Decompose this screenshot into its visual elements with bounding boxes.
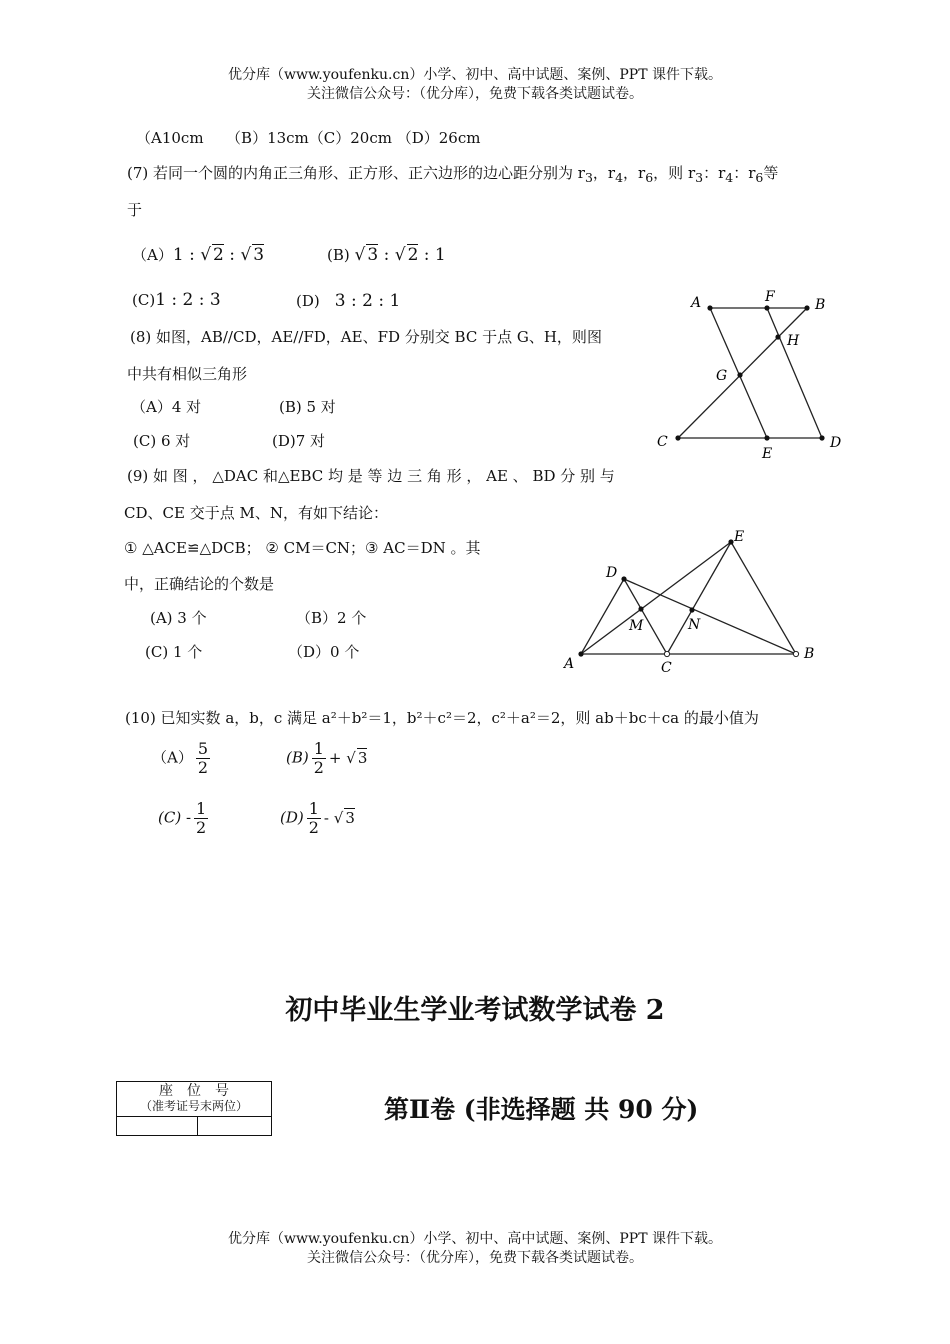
label-e: E	[734, 529, 745, 545]
minus-sign: -	[323, 808, 329, 827]
point-f	[764, 305, 769, 310]
label-c: C	[657, 434, 668, 450]
q10-text: (10) 已知实数 a，b，c 满足 a²＋b²＝1，b²＋c²＝2，c²＋a²＝2，则 ab＋bc＋ca 的最小值为	[125, 709, 759, 727]
label-a: A	[564, 656, 575, 672]
q8-line-2: 中共有相似三角形	[127, 365, 248, 383]
q10-option-d: (D) $\frac{1}{2}$ - √ 3	[280, 799, 355, 837]
label-d: D	[830, 435, 842, 451]
frac-num: 1	[196, 799, 207, 818]
seat-label-cell	[117, 1082, 272, 1117]
q9-option-c: (C) 1 个	[145, 643, 203, 661]
seat-digit-1[interactable]	[117, 1117, 198, 1136]
point-a	[578, 651, 583, 656]
label-c: C	[661, 660, 672, 676]
frac-den: 2	[313, 758, 324, 777]
point-n	[689, 607, 694, 612]
point-a	[707, 305, 712, 310]
q9-option-d: （D）0 个	[288, 643, 360, 661]
label-m: M	[629, 618, 644, 634]
q7-text-b: 等	[763, 164, 779, 182]
label-h: H	[787, 333, 800, 349]
footer-line-2: 关注微信公众号：（优分库），免费下载各类试题试卷。	[307, 1250, 643, 1266]
q10-a-label: （A）	[152, 748, 193, 767]
point-e	[764, 435, 769, 440]
q10-option-c	[158, 800, 211, 837]
q9-option-a: (A) 3 个	[150, 609, 207, 627]
section-subtitle: 第Ⅱ卷 (非选择题 共 90 分)	[384, 1095, 699, 1124]
q9-line-1: (9) 如 图 ， △DAC 和△EBC 均 是 等 边 三 角 形 ， AE 、 BD 分 别 与	[127, 467, 615, 485]
footer-line-1: 优分库（www.youfenku.cn）小学、初中、高中试题、案例、PPT 课件下载。	[227, 1231, 722, 1247]
point-b	[793, 651, 798, 656]
label-e: E	[762, 446, 773, 462]
sqrt-3: 3	[357, 748, 368, 767]
q7-text-a: (7) 若同一个圆的内角正三角形、正方形、正六边形的边心距分别为 r	[127, 164, 585, 182]
q9-line-2: CD、CE 交于点 M、N，有如下结论：	[124, 504, 388, 522]
label-d: D	[606, 565, 618, 581]
label-b: B	[804, 646, 815, 662]
q8-option-a: （A）4 对	[131, 398, 202, 416]
seat-note: （准考证号末两位）	[139, 1099, 248, 1113]
point-d	[819, 435, 824, 440]
q7-d-label: (D)	[296, 292, 320, 310]
frac-num: 1	[313, 739, 324, 758]
q10-c-label: (C)	[158, 808, 182, 827]
label-n: N	[688, 617, 701, 633]
point-m	[638, 606, 643, 611]
q9-line-4: 中，正确结论的个数是	[124, 575, 275, 593]
point-c	[675, 435, 680, 440]
segment-cb	[678, 308, 807, 438]
segment-ae	[581, 542, 731, 654]
q9-line-3: ① △ACE≌△DCB； ② CM＝CN；③ AC＝DN 。其	[124, 539, 481, 557]
point-h	[775, 334, 780, 339]
sqrt-3: 3	[345, 808, 355, 827]
q7-c-value: 1 : 2 : 3	[155, 290, 221, 310]
frac-num: 1	[308, 799, 319, 818]
sub-r6: 6	[645, 170, 654, 185]
segment-ad	[581, 579, 624, 654]
q8-option-d: (D)7 对	[272, 432, 326, 450]
q8-option-c: (C) 6 对	[133, 432, 191, 450]
frac-num: 5	[197, 739, 209, 758]
frac-den: 2	[197, 758, 209, 777]
q10-b-label: (B)	[286, 748, 309, 767]
sub-r4b: 4	[725, 170, 734, 185]
point-d	[621, 576, 626, 581]
q7-text-c: 于	[127, 201, 143, 219]
label-b: B	[815, 297, 826, 313]
seat-number-box	[116, 1081, 272, 1136]
frac-den: 2	[308, 818, 319, 837]
q10-option-a	[152, 740, 213, 777]
sub-r3b: 3	[695, 170, 704, 185]
point-g	[737, 372, 742, 377]
q9-figure	[555, 522, 825, 682]
q8-line-1: (8) 如图，AB//CD，AE//FD，AE、FD 分别交 BC 于点 G、H，则图	[130, 328, 602, 346]
sub-r6b: 6	[755, 170, 764, 185]
q7-d-value: 3 : 2 : 1	[334, 291, 401, 311]
q6-options: （A10cm （B）13cm（C）20cm （D）26cm	[136, 129, 481, 147]
q8-option-b: (B) 5 对	[279, 398, 336, 416]
sub-r3: 3	[584, 170, 593, 185]
minus-sign: -	[185, 808, 192, 827]
q9-option-b: （B）2 个	[296, 609, 367, 627]
point-b	[804, 305, 809, 310]
point-c	[664, 651, 669, 656]
q7-b-label: (B)	[327, 246, 350, 264]
q7-option-b: (B) √ 3 : √ 2 : 1	[327, 245, 446, 265]
segment-db	[624, 579, 796, 654]
frac-den: 2	[196, 818, 207, 837]
q7-option-a: （A）1 : √ 2 : √ 3	[132, 245, 265, 265]
header-line-1: 优分库（www.youfenku.cn）小学、初中、高中试题、案例、PPT 课件下载。	[227, 67, 722, 83]
point-e	[728, 539, 733, 544]
q7-option-c	[132, 290, 221, 310]
q7-a-label: （A）	[132, 246, 173, 264]
sub-r4: 4	[615, 170, 624, 185]
q7-text: (7) 若同一个圆的内角正三角形、正方形、正六边形的边心距分别为 $r_3$，$r_4$，$r_6$，则 $r_3$：$r_4$：$r_6$等	[127, 164, 779, 185]
q10-d-label: (D)	[280, 808, 304, 827]
q8-figure	[650, 285, 850, 465]
label-f: F	[765, 289, 775, 305]
seat-label: 座 位 号	[159, 1083, 229, 1099]
segment-ce	[667, 542, 731, 654]
q7-option-d	[296, 290, 400, 311]
label-g: G	[716, 368, 728, 384]
label-a: A	[691, 295, 702, 311]
q7-c-label: (C)	[132, 291, 156, 309]
seat-digit-2[interactable]	[198, 1117, 272, 1136]
q10-option-b: (B) $\frac{1}{2}$ + √ 3	[286, 739, 368, 777]
segment-fd	[767, 308, 822, 438]
segment-eb	[731, 542, 796, 654]
exam-title: 初中毕业生学业考试数学试卷 2	[285, 995, 665, 1026]
plus-sign: +	[328, 748, 342, 767]
header-line-2: 关注微信公众号：（优分库），免费下载各类试题试卷。	[307, 86, 643, 102]
